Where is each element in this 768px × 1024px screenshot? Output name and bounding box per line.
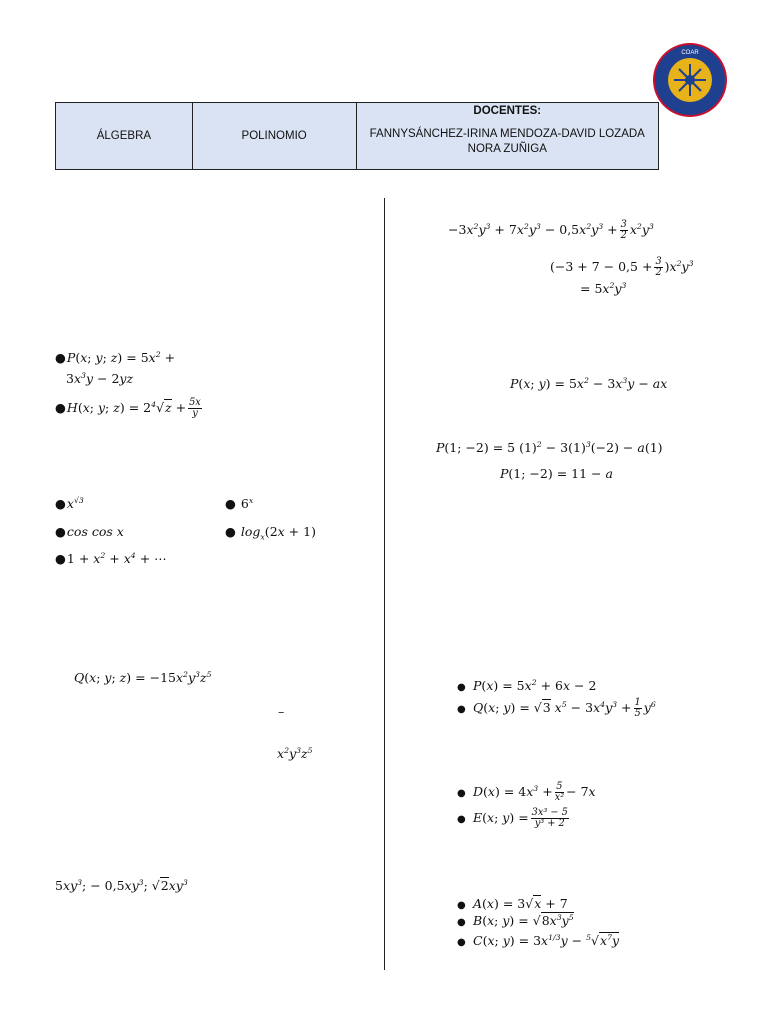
polynomial-H: ●H(x; y; $z) = 2^4√z$ + $\frac{5x}{y}$ — [55, 397, 201, 420]
polynomial-P-x: ● $P(x) = 5x^2 + 6x - 2$ — [457, 678, 597, 694]
polynomial-P-xy: P(x; $y) = 5x^2 - 3x^3y$ − ax — [510, 376, 668, 392]
monomial-Q: Q(x; y; $z) = -15x^2y^3z^5$ — [74, 670, 212, 686]
docentes-label: DOCENTES: — [473, 105, 542, 117]
Q-literal-part: $x^2y^3z^5$ — [277, 746, 313, 762]
polynomial-P-line1: ●P(x; y; $z) = 5x^2$ + — [55, 350, 176, 366]
P-evaluation-result: P(1; −2) = 11 − a — [500, 466, 613, 481]
expr-series: ●1 + $x^2 + x^4$ + ⋯ — [55, 551, 167, 567]
sum-factored: (−3 + 7 − 0,5 + $\frac{3}{2}$ )$x^2y^3$ — [550, 256, 694, 279]
coar-seal-logo — [652, 42, 728, 118]
expr-E: ● E(x; y) = $\frac{\text{3x³ − 5}}{\text{y³ + 2}}$ — [457, 807, 568, 830]
expr-cos-cos: ●cos cos x — [55, 524, 124, 539]
P-evaluation: P(1; −2) = 5 $(1)^2 - 3(1)^3(-2) - a(1)$ — [436, 440, 663, 456]
subject-label: ÁLGEBRA — [96, 130, 152, 142]
expr-log: ● $\log_x(2x + 1)$ — [225, 524, 316, 542]
minus-sign: – — [278, 704, 285, 719]
polynomial-Q-xy: ● Q(x; y) = √3 $x^5 - 3x^4y^3$ + $\frac{1}{5}$ $y^6$ — [457, 697, 656, 720]
expr-C: ● C(x; $y) = 3x^{1/3}y - ^5√x^7y$ — [457, 933, 620, 949]
topic-cell — [192, 103, 356, 170]
similar-terms: $5xy^3$; − $0,5xy^3$; $√2xy^3$ — [55, 878, 188, 894]
expr-x-sqrt3: $●x^{√3}$ — [55, 496, 84, 512]
header-table — [55, 102, 659, 170]
expr-D: ● $D(x) = 4x^3$ + $\frac{5}{\text{x²}}$ − 7x — [457, 781, 596, 804]
svg-text:COAR: COAR — [681, 50, 699, 56]
subject-cell — [56, 103, 193, 170]
polynomial-P-line2: $3x^3y - 2yz$ — [66, 371, 134, 387]
expr-B: ● B(x; $y) = √8x^3y^5$ — [457, 913, 574, 929]
expr-6-to-x: ● 6$^x$ — [225, 496, 254, 512]
sum-terms: $-3x^2y^3 + 7x^2y^3 - 0,5x^2y^3$ + $\frac{3}{2}$ $x^2y^3$ — [448, 219, 654, 242]
column-divider — [384, 198, 385, 970]
docentes-line1: FANNYSÁNCHEZ-IRINA MENDOZA-DAVID LOZADA — [369, 128, 645, 140]
docentes-line2: NORA ZUÑIGA — [467, 143, 547, 155]
sum-result: = $5x^2y^3$ — [580, 281, 627, 297]
docentes-cell — [356, 103, 658, 170]
topic-label: POLINOMIO — [241, 130, 307, 142]
expr-A: ● A(x) = 3√x + 7 — [457, 896, 568, 911]
